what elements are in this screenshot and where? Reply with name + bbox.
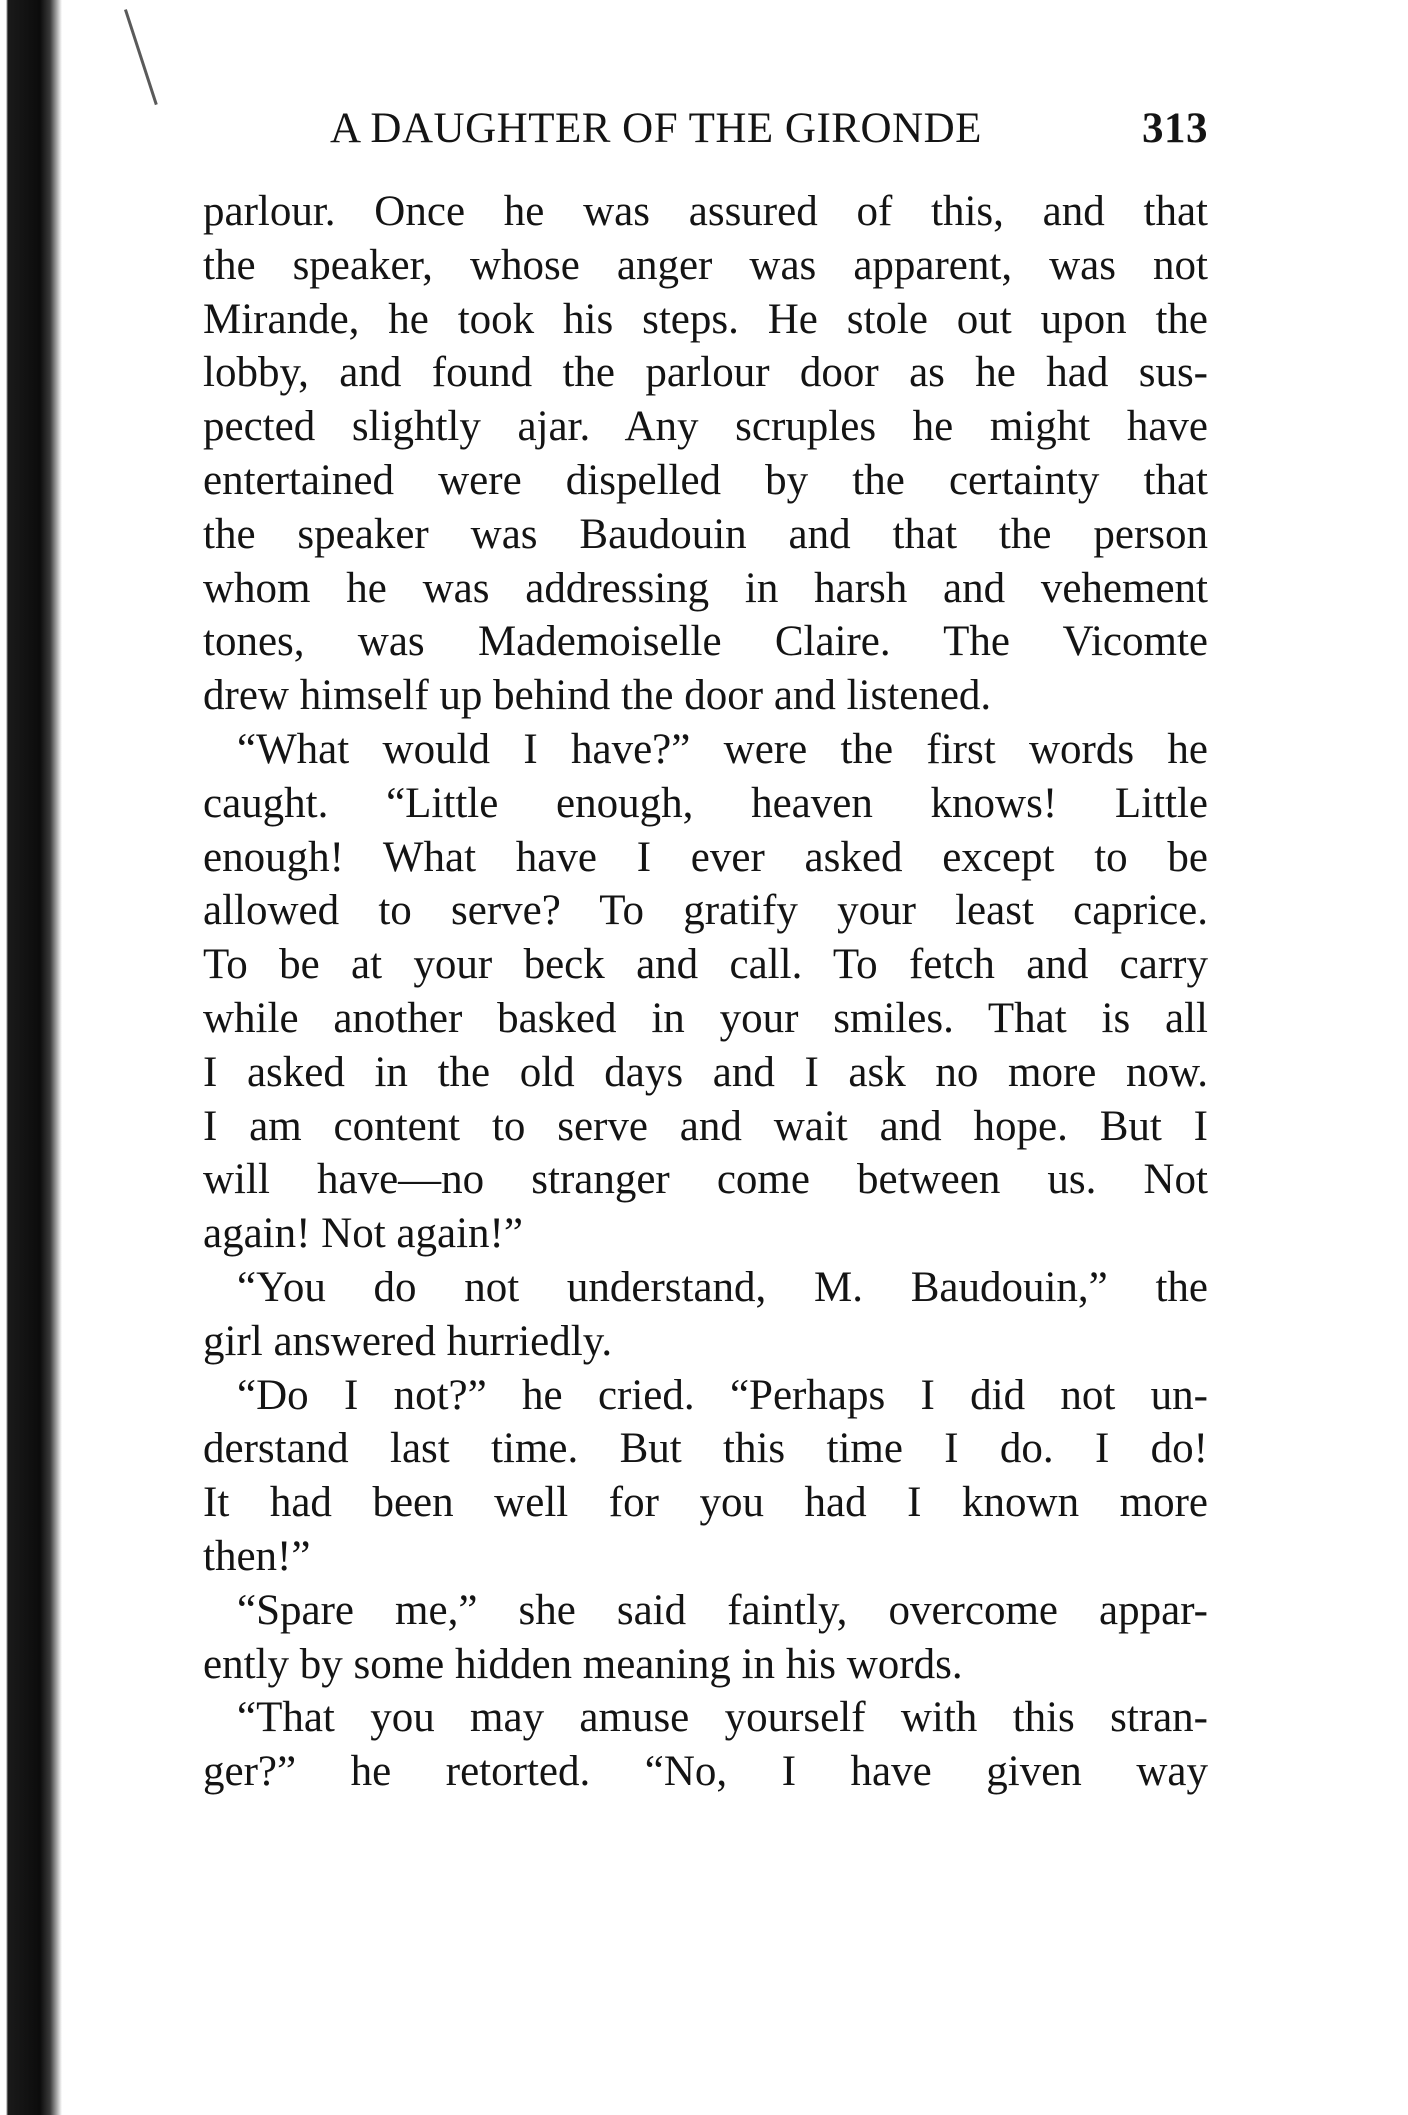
text-line: ently by some hidden meaning in his words. — [203, 1640, 963, 1688]
text-line: “That you may amuse yourself with this stran- — [237, 1694, 1208, 1742]
text-line: I am content to serve and wait and hope. But I — [203, 1102, 1208, 1150]
text-line: “Do I not?” he cried. “Perhaps I did not un- — [237, 1371, 1208, 1419]
text-line: enough! What have I ever asked except to be — [203, 833, 1208, 881]
text-line: then!” — [203, 1532, 311, 1580]
text-line: the speaker was Baudouin and that the person — [203, 510, 1208, 558]
text-line: lobby, and found the parlour door as he had sus- — [203, 349, 1208, 397]
text-line: To be at your beck and call. To fetch and carry — [203, 941, 1208, 989]
binding-edge — [0, 0, 62, 2115]
text-line: allowed to serve? To gratify your least caprice. — [203, 887, 1208, 935]
text-line: ger?” he retorted. “No, I have given way — [203, 1748, 1208, 1796]
page-header — [330, 104, 1208, 164]
text-line: girl answered hurriedly. — [203, 1317, 613, 1365]
text-line: while another basked in your smiles. That is all — [203, 994, 1208, 1042]
text-line: whom he was addressing in harsh and vehement — [203, 564, 1208, 612]
text-line: the speaker, whose anger was apparent, was not — [203, 241, 1208, 289]
text-line: I asked in the old days and I ask no more now. — [203, 1048, 1208, 1096]
text-line: parlour. Once he was assured of this, and that — [203, 188, 1208, 235]
text-line: It had been well for you had I known more — [203, 1479, 1208, 1527]
page-number: 313 — [1142, 105, 1208, 152]
text-line: tones, was Mademoiselle Claire. The Vicomte — [203, 618, 1208, 666]
text-line: Mirande, he took his steps. He stole out upon the — [203, 295, 1208, 343]
body-text — [203, 185, 1208, 1799]
text-line: “What would I have?” were the first words he — [237, 725, 1208, 773]
text-line: again! Not again!” — [203, 1210, 523, 1258]
running-title: A DAUGHTER OF THE GIRONDE — [330, 105, 982, 152]
text-line: “Spare me,” she said faintly, overcome appar- — [237, 1586, 1208, 1634]
text-line: will have—no stranger come between us. Not — [203, 1156, 1208, 1204]
text-line: entertained were dispelled by the certainty that — [203, 456, 1208, 504]
text-line: derstand last time. But this time I do. I do! — [203, 1425, 1208, 1473]
text-line: caught. “Little enough, heaven knows! Little — [203, 779, 1208, 827]
text-line: pected slightly ajar. Any scruples he might have — [203, 403, 1208, 451]
scan-mark — [124, 9, 158, 105]
text-line: “You do not understand, M. Baudouin,” the — [237, 1263, 1208, 1311]
text-line: drew himself up behind the door and listened. — [203, 672, 992, 720]
